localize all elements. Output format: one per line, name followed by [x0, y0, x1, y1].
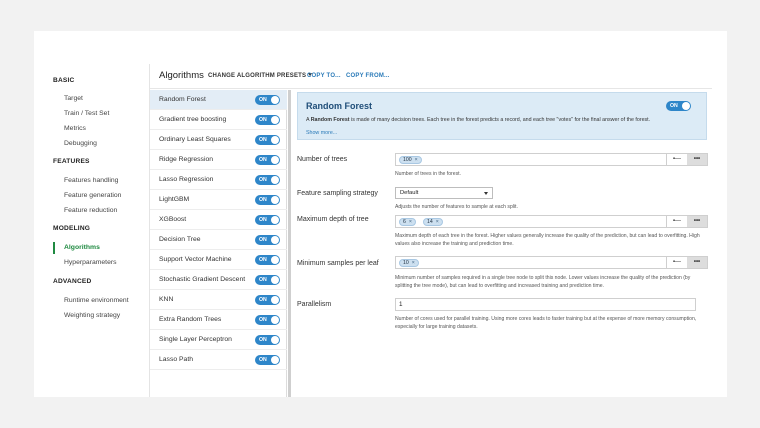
- nav-item-algorithms[interactable]: Algorithms: [64, 244, 100, 251]
- param-label-feature-sampling: Feature sampling strategy: [297, 190, 378, 197]
- value-chip: [399, 156, 422, 164]
- change-presets-label: CHANGE ALGORITHM PRESETS: [208, 73, 307, 79]
- toggle-knob: [271, 296, 279, 304]
- algorithm-label: Ordinary Least Squares: [159, 136, 231, 143]
- param-help: Number of trees in the forest.: [395, 171, 461, 177]
- copy-from-button[interactable]: COPY FROM...: [346, 73, 390, 79]
- chevron-down-icon: [484, 192, 488, 195]
- algorithm-label: Single Layer Perceptron: [159, 336, 232, 343]
- list-scrollbar[interactable]: [288, 90, 291, 397]
- algorithm-toggle[interactable]: [255, 135, 280, 145]
- algorithm-label: Random Forest: [159, 96, 206, 103]
- toggle-knob: [271, 96, 279, 104]
- toggle-knob: [271, 156, 279, 164]
- value-chip: [423, 218, 443, 226]
- toggle-knob: [271, 236, 279, 244]
- list-mode-icon[interactable]: •••: [687, 257, 707, 268]
- change-presets-button[interactable]: [208, 73, 312, 79]
- nav-item-debugging[interactable]: Debugging: [64, 140, 97, 147]
- algorithm-toggle[interactable]: [255, 275, 280, 285]
- algorithm-title: Random Forest: [306, 101, 373, 111]
- nav-item-runtime-environment[interactable]: Runtime environment: [64, 297, 129, 304]
- algorithm-label: Extra Random Trees: [159, 316, 222, 323]
- algorithm-row-lasso-path[interactable]: [150, 350, 287, 370]
- algorithm-label: Lasso Path: [159, 356, 194, 363]
- description-prefix: A: [306, 117, 311, 123]
- nav-item-feature-generation[interactable]: Feature generation: [64, 192, 122, 199]
- chip-value: 100: [403, 157, 412, 163]
- max-depth-input[interactable]: [395, 215, 697, 228]
- algorithm-row-stochastic-gradient-descent[interactable]: [150, 270, 287, 290]
- remove-chip-icon[interactable]: ×: [411, 260, 415, 266]
- parallelism-input[interactable]: [395, 298, 696, 311]
- algorithm-row-ordinary-least-squares[interactable]: [150, 130, 287, 150]
- toggle-state: ON: [259, 97, 267, 103]
- remove-chip-icon[interactable]: ×: [435, 219, 439, 225]
- main-panel: [149, 64, 711, 397]
- param-label-min-samples-leaf: Minimum samples per leaf: [297, 260, 379, 267]
- input-value: 1: [399, 301, 403, 308]
- toggle-state: ON: [259, 317, 267, 323]
- toggle-knob: [271, 316, 279, 324]
- nav-section-features: FEATURES: [53, 158, 90, 165]
- algorithm-list: [150, 90, 287, 397]
- algorithm-description: [306, 117, 650, 123]
- nav-item-hyperparameters[interactable]: Hyperparameters: [64, 259, 117, 266]
- param-help: Number of cores used for parallel training. Using more cores leads to faster training but at the expense of more memory consumption, especially for large training datasets.: [395, 316, 697, 330]
- mode-switch[interactable]: [666, 215, 708, 228]
- toggle-state: ON: [259, 197, 267, 203]
- algorithm-label: LightGBM: [159, 196, 190, 203]
- algorithm-toggle[interactable]: [255, 255, 280, 265]
- algorithm-info-box: [297, 92, 707, 140]
- list-mode-icon[interactable]: •••: [687, 216, 707, 227]
- algorithm-toggle[interactable]: [255, 215, 280, 225]
- nav-section-modeling: MODELING: [53, 225, 91, 232]
- toggle-state: ON: [259, 217, 267, 223]
- algorithm-toggle[interactable]: [255, 175, 280, 185]
- page-title: Algorithms: [159, 70, 204, 81]
- chip-value: 14: [427, 219, 433, 225]
- mode-switch[interactable]: [666, 153, 708, 166]
- nav-item-weighting-strategy[interactable]: Weighting strategy: [64, 312, 121, 319]
- remove-chip-icon[interactable]: ×: [414, 157, 418, 163]
- algorithm-label: Ridge Regression: [159, 156, 214, 163]
- list-mode-icon[interactable]: •••: [687, 154, 707, 165]
- single-mode-icon[interactable]: ▪—: [672, 259, 682, 265]
- algorithm-label: Stochastic Gradient Descent: [159, 276, 246, 283]
- algorithm-label: Support Vector Machine: [159, 256, 232, 263]
- toggle-state: ON: [259, 117, 267, 123]
- single-mode-icon[interactable]: ▪—: [672, 218, 682, 224]
- algorithm-toggle[interactable]: [255, 295, 280, 305]
- algorithm-toggle[interactable]: [255, 115, 280, 125]
- algorithm-label: KNN: [159, 296, 174, 303]
- param-label-parallelism: Parallelism: [297, 301, 332, 308]
- select-value: Default: [400, 190, 419, 196]
- toggle-state: ON: [259, 237, 267, 243]
- nav-section-basic: BASIC: [53, 77, 75, 84]
- toggle-state: ON: [670, 103, 678, 109]
- algorithm-row-single-layer-perceptron[interactable]: [150, 330, 287, 350]
- number-of-trees-input[interactable]: [395, 153, 697, 166]
- toggle-knob: [271, 136, 279, 144]
- nav-item-features-handling[interactable]: Features handling: [64, 177, 119, 184]
- toggle-knob: [271, 336, 279, 344]
- value-chip: [399, 218, 416, 226]
- toggle-state: ON: [259, 157, 267, 163]
- algorithm-row-random-forest[interactable]: [150, 90, 287, 110]
- toggle-knob: [271, 216, 279, 224]
- algorithm-row-lasso-regression[interactable]: [150, 170, 287, 190]
- toggle-state: ON: [259, 177, 267, 183]
- algorithm-enable-toggle[interactable]: [666, 101, 691, 111]
- toggle-state: ON: [259, 297, 267, 303]
- toggle-state: ON: [259, 257, 267, 263]
- algorithm-row-ridge-regression[interactable]: [150, 150, 287, 170]
- algorithm-label: XGBoost: [159, 216, 187, 223]
- algorithm-row-xgboost[interactable]: [150, 210, 287, 230]
- toggle-knob: [271, 176, 279, 184]
- toggle-knob: [271, 116, 279, 124]
- nav-section-advanced: ADVANCED: [53, 278, 92, 285]
- mode-switch[interactable]: [666, 256, 708, 269]
- description-bold: Random Forest: [310, 117, 350, 123]
- toggle-state: ON: [259, 337, 267, 343]
- app-frame: [34, 31, 727, 397]
- min-samples-leaf-input[interactable]: [395, 256, 697, 269]
- nav-item-metrics[interactable]: Metrics: [64, 125, 86, 132]
- nav-item-target[interactable]: Target: [64, 95, 83, 102]
- algorithm-label: Gradient tree boosting: [159, 116, 227, 123]
- single-mode-icon[interactable]: ▪—: [672, 156, 682, 162]
- nav-item-train-test-set[interactable]: Train / Test Set: [64, 110, 110, 117]
- toggle-knob: [271, 276, 279, 284]
- algorithm-label: Lasso Regression: [159, 176, 214, 183]
- chip-value: 10: [403, 260, 409, 266]
- param-help: Minimum number of samples required in a single tree node to split this node. Lower values increase the quality of the prediction (by splitting the tree mode), but can lead to overfitting and increased training and prediction time.: [395, 275, 691, 289]
- param-label-max-depth: Maximum depth of tree: [297, 216, 369, 223]
- algorithm-row-gradient-tree-boosting[interactable]: [150, 110, 287, 130]
- algorithm-toggle[interactable]: [255, 95, 280, 105]
- algorithm-toggle[interactable]: [255, 235, 280, 245]
- toggle-state: ON: [259, 277, 267, 283]
- algorithm-toggle[interactable]: [255, 355, 280, 365]
- algorithm-toggle[interactable]: [255, 335, 280, 345]
- nav-active-indicator: [53, 242, 55, 254]
- algorithm-label: Decision Tree: [159, 236, 201, 243]
- algorithm-toggle[interactable]: [255, 315, 280, 325]
- chip-value: 6: [403, 219, 406, 225]
- algorithm-row-extra-random-trees[interactable]: [150, 310, 287, 330]
- nav-item-feature-reduction[interactable]: Feature reduction: [64, 207, 118, 214]
- algorithm-row-lightgbm[interactable]: [150, 190, 287, 210]
- feature-sampling-select[interactable]: [395, 187, 493, 199]
- algorithms-toolbar: [150, 64, 712, 89]
- param-label-number-of-trees: Number of trees: [297, 156, 348, 163]
- algorithm-toggle[interactable]: [255, 195, 280, 205]
- algorithm-row-knn[interactable]: [150, 290, 287, 310]
- toggle-state: ON: [259, 137, 267, 143]
- toggle-knob: [271, 196, 279, 204]
- copy-to-button[interactable]: COPY TO...: [307, 73, 341, 79]
- toggle-knob: [682, 102, 690, 110]
- toggle-state: ON: [259, 357, 267, 363]
- algorithm-row-decision-tree[interactable]: [150, 230, 287, 250]
- toggle-knob: [271, 256, 279, 264]
- algorithm-toggle[interactable]: [255, 155, 280, 165]
- show-more-link[interactable]: Show more...: [306, 130, 338, 136]
- toggle-knob: [271, 356, 279, 364]
- algorithm-row-support-vector-machine[interactable]: [150, 250, 287, 270]
- remove-chip-icon[interactable]: ×: [408, 219, 412, 225]
- description-rest: is made of many decision trees. Each tree in the forest predicts a record, and each tree "votes" for the final answer of the forest.: [349, 117, 651, 123]
- param-help: Adjusts the number of features to sample at each split.: [395, 204, 518, 210]
- param-help: Maximum depth of each tree in the forest. Higher values generally increase the quality of the prediction, but can lead to overfitting. High values also increase the training and prediction time.: [395, 233, 700, 247]
- value-chip: [399, 259, 419, 267]
